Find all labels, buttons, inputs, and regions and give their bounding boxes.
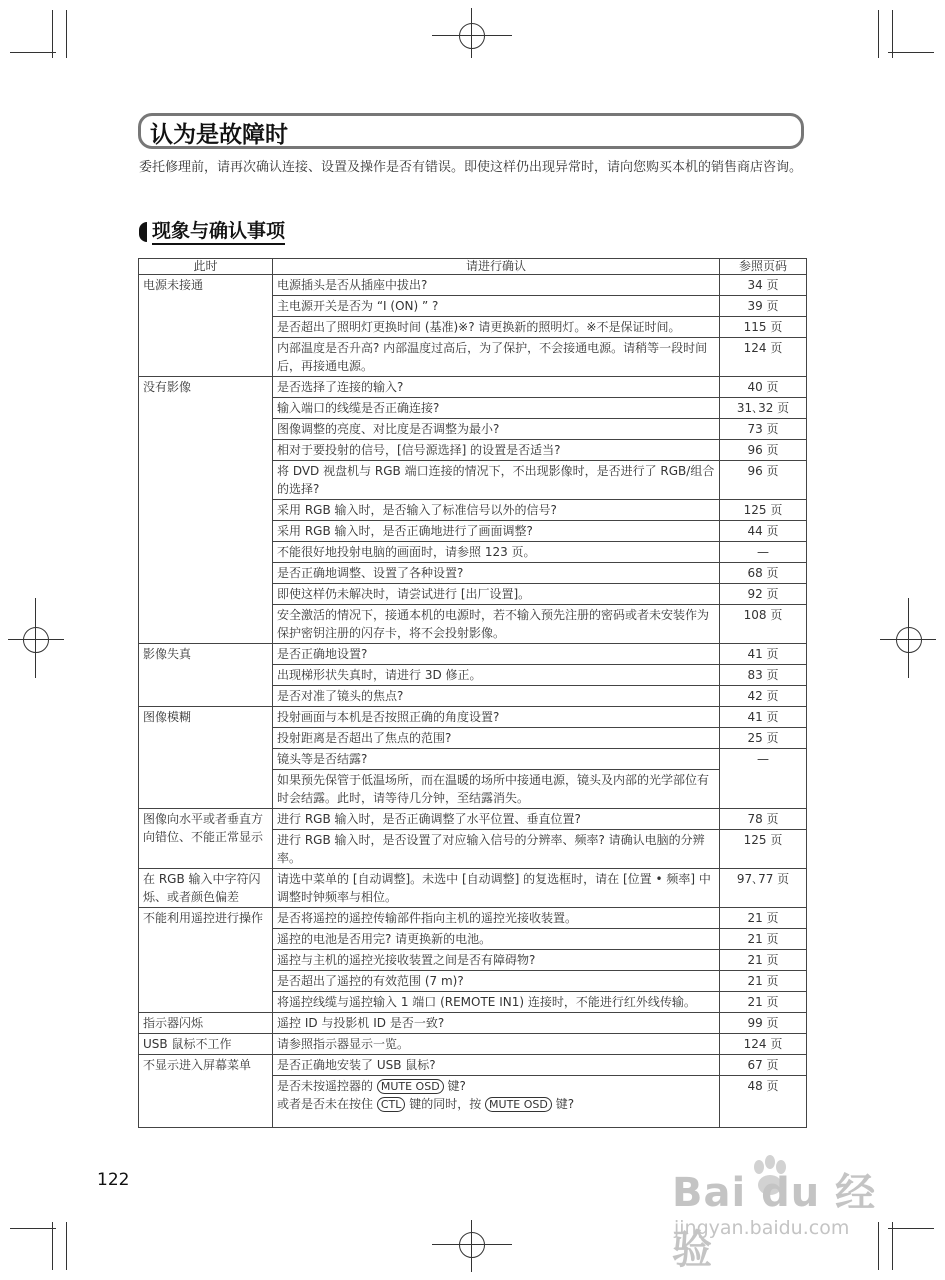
check-cell: 输入端口的线缆是否正确连接?	[273, 398, 720, 419]
check-cell: 相对于要投射的信号，[信号源选择] 的设置是否适当?	[273, 440, 720, 461]
page-ref-cell: 41 页	[720, 644, 807, 665]
page-ref-cell: 41 页	[720, 707, 807, 728]
symptom-cell: USB 鼠标不工作	[139, 1034, 273, 1055]
page-title: 认为是故障时	[150, 122, 288, 148]
symptom-cell: 指示器闪烁	[139, 1013, 273, 1034]
header-page: 参照页码	[720, 259, 807, 275]
check-cell: 不能很好地投射电脑的画面时，请参照 123 页。	[273, 542, 720, 563]
page-ref-cell: 99 页	[720, 1013, 807, 1034]
table-row	[139, 1055, 807, 1076]
page-ref-cell: 42 页	[720, 686, 807, 707]
check-cell: 采用 RGB 输入时，是否正确地进行了画面调整?	[273, 521, 720, 542]
symptom-cell: 不显示进入屏幕菜单	[139, 1055, 273, 1128]
table-row	[139, 275, 807, 296]
page-ref-cell: 125 页	[720, 500, 807, 521]
registration-mark-bottom	[471, 1220, 472, 1272]
page-ref-cell: 68 页	[720, 563, 807, 584]
table-row	[139, 707, 807, 728]
check-line	[277, 1077, 715, 1095]
check-cell: 内部温度是否升高? 内部温度过高后，为了保护，不会接通电源。请稍等一段时间后，再接通电源。	[273, 338, 720, 377]
page-ref-cell: 48 页	[720, 1076, 807, 1128]
text-fragment: 是否未按遥控器的	[277, 1079, 374, 1093]
check-line	[277, 1095, 715, 1113]
table-header-row	[139, 259, 807, 275]
page-ref-cell: 21 页	[720, 929, 807, 950]
page-ref-cell: 108 页	[720, 605, 807, 644]
check-cell: 是否正确地设置?	[273, 644, 720, 665]
table-row	[139, 908, 807, 929]
section-bullet	[139, 222, 147, 242]
check-cell: 请选中菜单的 [自动调整]。未选中 [自动调整] 的复选框时，请在 [位置 • 频率] 中调整时钟频率与相位。	[273, 869, 720, 908]
page-ref-cell: 21 页	[720, 908, 807, 929]
table-row	[139, 1013, 807, 1034]
text-fragment: 键的同时，按	[409, 1097, 482, 1111]
crop-mark	[888, 52, 934, 53]
page-ref-cell: 96 页	[720, 461, 807, 500]
check-cell: 将遥控线缆与遥控输入 1 端口 (REMOTE IN1) 连接时，不能进行红外线传输。	[273, 992, 720, 1013]
symptom-cell: 在 RGB 输入中字符闪烁、或者颜色偏差	[139, 869, 273, 908]
section-title: 现象与确认事项	[152, 220, 285, 245]
registration-mark-right	[880, 639, 936, 640]
check-cell: 投射画面与本机是否按照正确的角度设置?	[273, 707, 720, 728]
troubleshooting-table	[138, 258, 807, 1128]
page-ref-cell: 40 页	[720, 377, 807, 398]
check-cell: 是否选择了连接的输入?	[273, 377, 720, 398]
mute-osd-key: MUTE OSD	[485, 1097, 552, 1112]
page-ref-cell: 83 页	[720, 665, 807, 686]
check-cell: 主电源开关是否为 “I (ON) ” ?	[273, 296, 720, 317]
crop-mark	[66, 1222, 67, 1270]
symptom-cell: 电源未接通	[139, 275, 273, 377]
registration-mark-left	[8, 639, 64, 640]
registration-mark-bottom	[459, 1232, 485, 1258]
header-symptom: 此时	[139, 259, 273, 275]
crop-mark	[52, 10, 53, 58]
text-fragment: 键?	[447, 1079, 466, 1093]
page-ref-cell: 21 页	[720, 950, 807, 971]
crop-mark	[10, 1228, 56, 1229]
symptom-cell: 没有影像	[139, 377, 273, 644]
check-cell: 图像调整的亮度、对比度是否调整为最小?	[273, 419, 720, 440]
check-cell: 投射距离是否超出了焦点的范围?	[273, 728, 720, 749]
check-cell: 如果预先保管于低温场所，而在温暖的场所中接通电源，镜头及内部的光学部位有时会结露。此时，请等待几分钟，至结露消失。	[273, 770, 720, 809]
page-ref-cell: 21 页	[720, 971, 807, 992]
page-ref-cell: —	[720, 542, 807, 563]
page-ref-cell: 78 页	[720, 809, 807, 830]
check-cell: 是否正确地安装了 USB 鼠标?	[273, 1055, 720, 1076]
check-cell: 即使这样仍未解决时，请尝试进行 [出厂设置]。	[273, 584, 720, 605]
page-ref-cell: —	[720, 749, 807, 809]
check-cell: 遥控 ID 与投影机 ID 是否一致?	[273, 1013, 720, 1034]
crop-mark	[888, 1228, 934, 1229]
page-ref-cell: 67 页	[720, 1055, 807, 1076]
check-cell: 进行 RGB 输入时，是否正确调整了水平位置、垂直位置?	[273, 809, 720, 830]
intro-text: 委托修理前，请再次确认连接、设置及操作是否有错误。即使这样仍出现异常时，请向您购买本机的销售商店咨询。	[139, 160, 803, 175]
page-ref-cell: 34 页	[720, 275, 807, 296]
registration-mark-left	[35, 598, 36, 678]
registration-mark-top	[432, 35, 512, 36]
registration-mark-right	[908, 598, 909, 678]
symptom-cell: 图像模糊	[139, 707, 273, 809]
check-cell: 是否将遥控的遥控传输部件指向主机的遥控光接收装置。	[273, 908, 720, 929]
page-ref-cell: 21 页	[720, 992, 807, 1013]
check-cell: 是否正确地调整、设置了各种设置?	[273, 563, 720, 584]
check-cell: 遥控与主机的遥控光接收装置之间是否有障碍物?	[273, 950, 720, 971]
page-ref-cell: 97､77 页	[720, 869, 807, 908]
crop-mark	[66, 10, 67, 58]
registration-mark-bottom	[432, 1244, 512, 1245]
table-row	[139, 644, 807, 665]
page-ref-cell: 115 页	[720, 317, 807, 338]
table-row	[139, 809, 807, 830]
text-fragment: 或者是否未在按住	[277, 1097, 374, 1111]
crop-mark	[878, 10, 879, 58]
watermark-url: jingyan.baidu.com	[674, 1217, 850, 1239]
baidu-watermark	[672, 1155, 892, 1273]
check-cell: 出现梯形状失真时，请进行 3D 修正。	[273, 665, 720, 686]
header-check: 请进行确认	[273, 259, 720, 275]
check-cell: 安全激活的情况下，接通本机的电源时，若不输入预先注册的密码或者未安装作为保护密钥注册的闪存卡，将不会投射影像。	[273, 605, 720, 644]
table-row	[139, 377, 807, 398]
text-fragment: 键?	[555, 1097, 575, 1111]
crop-mark	[892, 1222, 893, 1270]
crop-mark	[892, 10, 893, 58]
page-number: 122	[97, 1170, 130, 1190]
watermark-logo: Bai du 经验	[672, 1170, 877, 1273]
page-ref-cell: 92 页	[720, 584, 807, 605]
page-ref-cell: 31､32 页	[720, 398, 807, 419]
symptom-cell: 影像失真	[139, 644, 273, 707]
registration-mark-left	[23, 627, 49, 653]
table-row	[139, 1034, 807, 1055]
page-ref-cell: 124 页	[720, 1034, 807, 1055]
page-ref-cell: 39 页	[720, 296, 807, 317]
check-cell: 电源插头是否从插座中拔出?	[273, 275, 720, 296]
symptom-cell: 不能利用遥控进行操作	[139, 908, 273, 1013]
check-cell: 采用 RGB 输入时，是否输入了标准信号以外的信号?	[273, 500, 720, 521]
check-cell: 遥控的电池是否用完? 请更换新的电池。	[273, 929, 720, 950]
check-cell: 是否超出了照明灯更换时间 (基准)※? 请更换新的照明灯。※不是保证时间。	[273, 317, 720, 338]
page-ref-cell: 73 页	[720, 419, 807, 440]
page-ref-cell: 25 页	[720, 728, 807, 749]
registration-mark-top	[459, 23, 485, 49]
check-cell: 是否超出了遥控的有效范围 (7 m)?	[273, 971, 720, 992]
page-ref-cell: 96 页	[720, 440, 807, 461]
check-cell: 镜头等是否结露?	[273, 749, 720, 770]
table-row	[139, 869, 807, 908]
crop-mark	[10, 52, 56, 53]
ctl-key: CTL	[377, 1097, 406, 1112]
check-cell: 进行 RGB 输入时，是否设置了对应输入信号的分辨率、频率? 请确认电脑的分辨率。	[273, 830, 720, 869]
symptom-cell: 图像向水平或者垂直方向错位、不能正常显示	[139, 809, 273, 869]
check-cell: 是否对准了镜头的焦点?	[273, 686, 720, 707]
page-ref-cell: 44 页	[720, 521, 807, 542]
check-cell	[273, 1076, 720, 1128]
mute-osd-key: MUTE OSD	[377, 1079, 444, 1094]
check-cell: 将 DVD 视盘机与 RGB 端口连接的情况下，不出现影像时，是否进行了 RGB/组合的选择?	[273, 461, 720, 500]
check-cell: 请参照指示器显示一览。	[273, 1034, 720, 1055]
page-ref-cell: 125 页	[720, 830, 807, 869]
registration-mark-right	[896, 627, 922, 653]
crop-mark	[52, 1222, 53, 1270]
page-ref-cell: 124 页	[720, 338, 807, 377]
registration-mark-top	[471, 8, 472, 58]
